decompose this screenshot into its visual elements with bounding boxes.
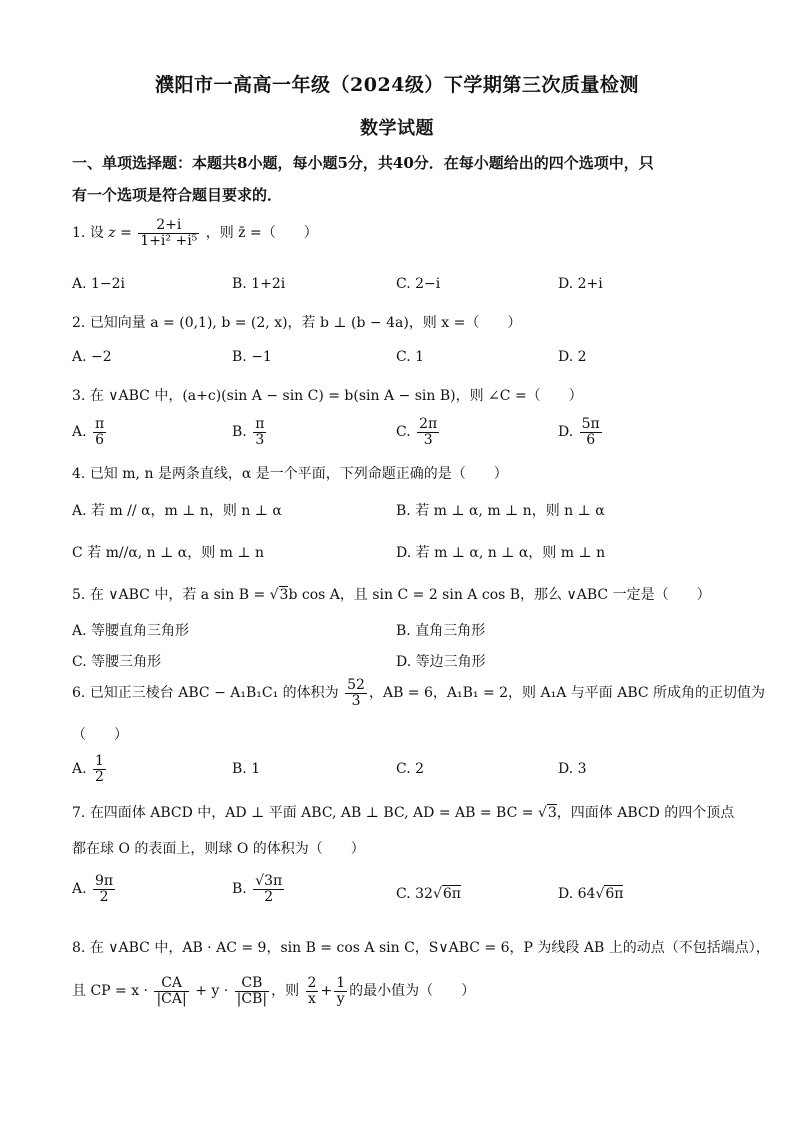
exam-title: 濮阳市一高高一年级（2024级）下学期第三次质量检测 bbox=[155, 74, 639, 96]
section-heading-line2: 有一个选项是符合题目要求的． bbox=[72, 186, 283, 204]
option-c[interactable]: C. 32√6π bbox=[396, 886, 461, 902]
question-8-stem: 8. 在 ∨ABC 中，AB · AC = 9，sin B = cos A sin C，S∨ABC = 6，P 为线段 AB 上的动点（不包括端点）， bbox=[72, 940, 770, 956]
option-a[interactable]: A. −2 bbox=[72, 349, 112, 365]
question-3-stem: 3. 在 ∨ABC 中，(a+c)(sin A − sin C) = b(sin A − sin B)，则 ∠C =（ ） bbox=[72, 388, 583, 404]
question-2-stem: 2. 已知向量 a = (0,1), b = (2, x)，若 b ⊥ (b − 4a)，则 x =（ ） bbox=[72, 315, 522, 331]
option-c[interactable]: C. 2 bbox=[396, 761, 425, 777]
option-b[interactable]: B. $\frac{\pi}{3}$ bbox=[232, 416, 265, 448]
question-5-stem: 5. 在 ∨ABC 中，若 a sin B = √3b cos A，且 sin C = 2 sin A cos B，那么 ∨ABC 一定是（ ） bbox=[72, 587, 711, 603]
option-a[interactable]: A. $\frac{\pi}{6}$ bbox=[72, 416, 105, 448]
option-c[interactable]: C 若 m//α, n ⊥ α，则 m ⊥ n bbox=[72, 545, 265, 561]
option-c[interactable]: C. 等腰三角形 bbox=[72, 654, 162, 670]
question-7-stem-cont: 都在球 O 的表面上，则球 O 的体积为（ ） bbox=[72, 841, 365, 857]
option-b[interactable]: B. 直角三角形 bbox=[396, 623, 486, 639]
option-a[interactable]: A. 等腰直角三角形 bbox=[72, 623, 190, 639]
option-b[interactable]: B. $\frac{√3\pi}{2}$ bbox=[232, 873, 283, 905]
option-b[interactable]: B. 若 m ⊥ α, m ⊥ n，则 n ⊥ α bbox=[396, 503, 605, 519]
option-d[interactable]: D. 2+i bbox=[558, 276, 603, 292]
option-c[interactable]: C. $\frac{2\pi}{3}$ bbox=[396, 416, 438, 448]
question-7-stem: 7. 在四面体 ABCD 中，AD ⊥ 平面 ABC, AB ⊥ BC, AD = AB = BC = √3，四面体 ABCD 的四个顶点 bbox=[72, 805, 735, 821]
question-number: 1. bbox=[72, 225, 86, 242]
section-heading-line1: 一、单项选择题：本题共8小题，每小题5分，共40分．在每小题给出的四个选项中，只 bbox=[72, 154, 654, 172]
option-d[interactable]: D. 等边三角形 bbox=[396, 654, 486, 670]
question-4-stem: 4. 已知 m, n 是两条直线，α 是一个平面，下列命题正确的是（ ） bbox=[72, 466, 508, 482]
option-d[interactable]: D. 3 bbox=[558, 761, 587, 777]
option-c[interactable]: C. 1 bbox=[396, 349, 425, 365]
fraction: $\frac{2+i}{\text{1+i² +i⁵}}$ bbox=[140, 217, 198, 249]
question-6-stem: 6. 已知正三棱台 ABC − A₁B₁C₁ 的体积为 $\frac{52}{3}$ ，AB = 6，A₁B₁ = 2，则 A₁A 与平面 ABC 所成角的正切值为 bbox=[72, 677, 766, 709]
option-c[interactable]: C. 2−i bbox=[396, 276, 441, 292]
option-a[interactable]: A. $\frac{1}{2}$ bbox=[72, 753, 104, 785]
option-d[interactable]: D. 2 bbox=[558, 349, 587, 365]
option-b[interactable]: B. 1 bbox=[232, 761, 261, 777]
question-8-stem-cont: 且 CP = x · $\frac{CA}{|CA|}$ + y · $\frac{CB}{|CB|}$ ，则 $\frac{2}{x}$ + $\frac{1}{y}$ 的最小值为（ ） bbox=[72, 975, 476, 1007]
option-d[interactable]: D. $\frac{5\pi}{6}$ bbox=[558, 416, 600, 448]
option-d[interactable]: D. 64√6π bbox=[558, 886, 624, 902]
option-a[interactable]: A. $\frac{9\pi}{2}$ bbox=[72, 873, 114, 905]
question-1-stem: 1. 设 z = $\frac{2+i}{\text{1+i² +i⁵}}$ ，则 z̄ =（ ） bbox=[72, 217, 318, 249]
option-d[interactable]: D. 若 m ⊥ α, n ⊥ α，则 m ⊥ n bbox=[396, 545, 606, 561]
option-a[interactable]: A. 1−2i bbox=[72, 276, 126, 292]
option-b[interactable]: B. 1+2i bbox=[232, 276, 286, 292]
option-b[interactable]: B. −1 bbox=[232, 349, 272, 365]
question-6-stem-cont: （ ） bbox=[72, 727, 128, 743]
exam-subtitle: 数学试题 bbox=[360, 118, 434, 139]
option-a[interactable]: A. 若 m // α，m ⊥ n，则 n ⊥ α bbox=[72, 503, 282, 519]
